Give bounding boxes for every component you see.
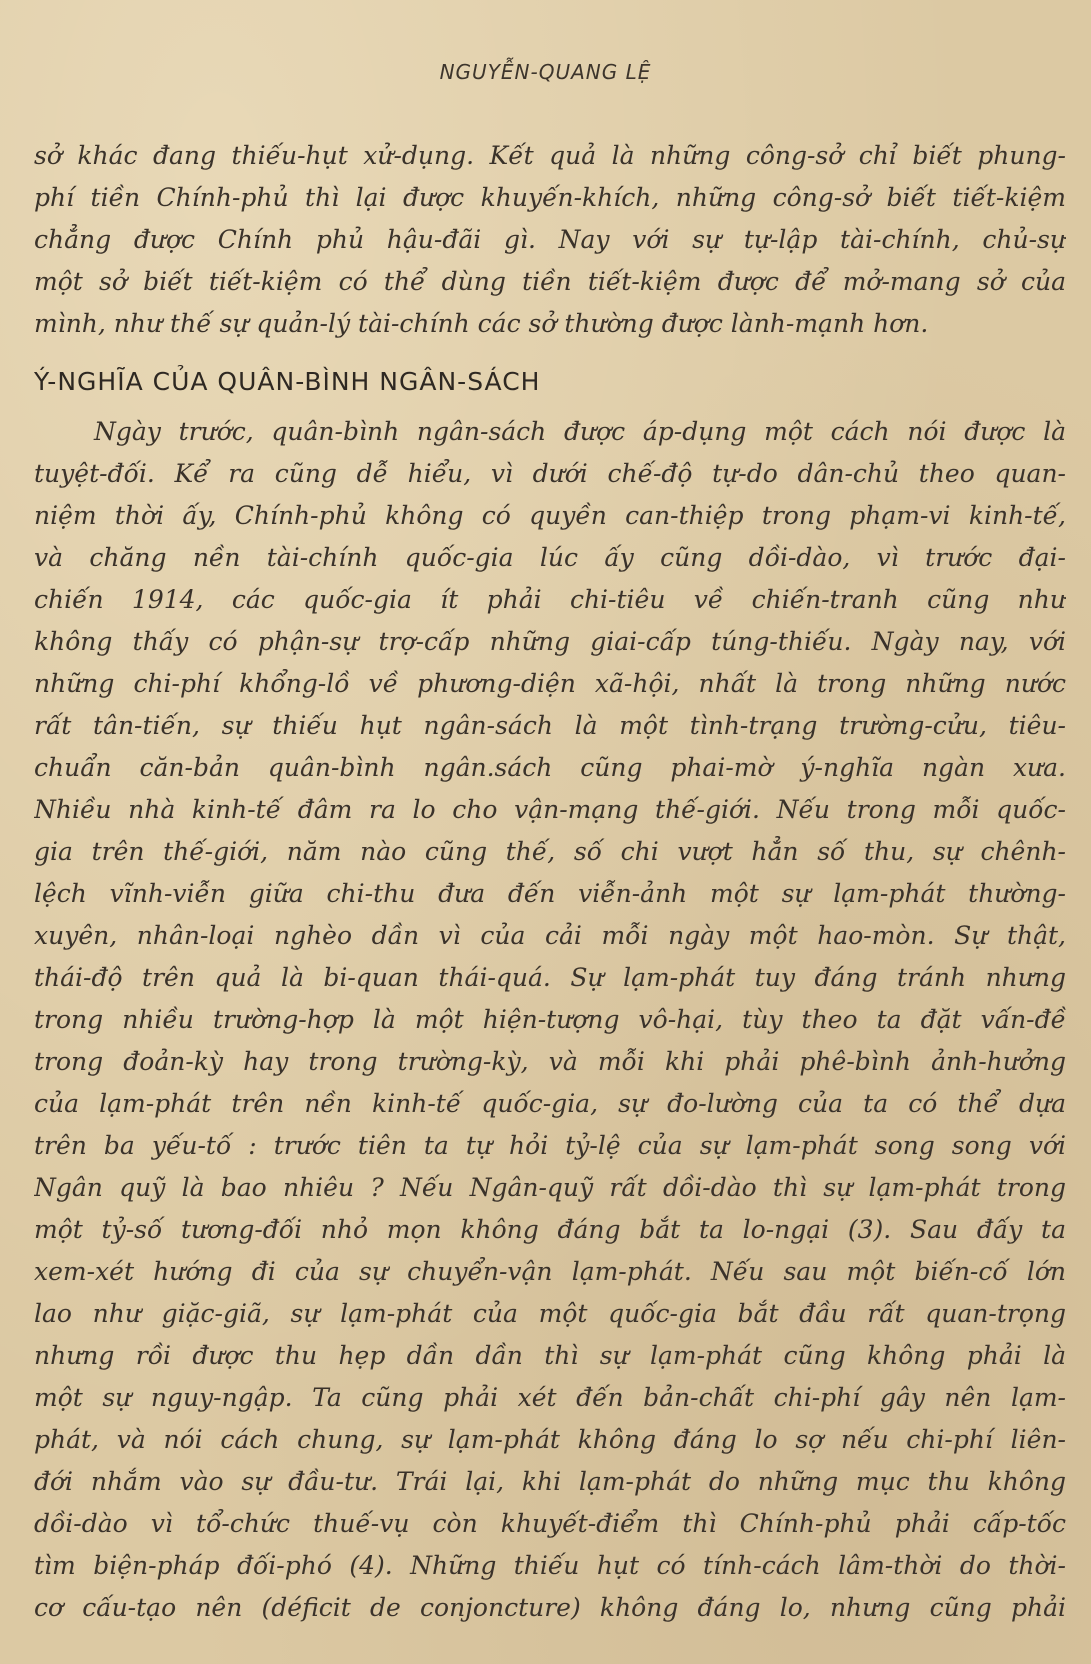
text-line: Ngân quỹ là bao nhiêu ? Nếu Ngân-quỹ rất dồi-dào thì sự lạm-phát trong (34, 1173, 1066, 1202)
text-line: trong đoản-kỳ hay trong trường-kỳ, và mỗi khi phải phê-bình ảnh-hưởng (34, 1047, 1066, 1076)
text-line: một tỷ-số tương-đối nhỏ mọn không đáng bắt ta lo-ngại (3). Sau đấy ta (34, 1215, 1066, 1244)
text-line: dồi-dào vì tổ-chức thuế-vụ còn khuyết-điểm thì Chính-phủ phải cấp-tốc (34, 1509, 1066, 1538)
paragraph-2 (34, 411, 1066, 1629)
text-line: thái-độ trên quả là bi-quan thái-quá. Sự lạm-phát tuy đáng tránh nhưng (34, 963, 1066, 992)
text-line: đới nhắm vào sự đầu-tư. Trái lại, khi lạm-phát do những mục thu không (34, 1467, 1066, 1496)
text-line: chuẩn căn-bản quân-bình ngân.sách cũng phai-mờ ý-nghĩa ngàn xưa. (34, 753, 1066, 782)
paragraph-1 (34, 135, 1066, 345)
text-line: trong nhiều trường-hợp là một hiện-tượng vô-hại, tùy theo ta đặt vấn-đề (34, 1005, 1066, 1034)
text-line: lao như giặc-giã, sự lạm-phát của một quốc-gia bắt đầu rất quan-trọng (34, 1299, 1066, 1328)
text-line: của lạm-phát trên nền kinh-tế quốc-gia, sự đo-lường của ta có thể dựa (34, 1089, 1066, 1118)
text-line: một sự nguy-ngập. Ta cũng phải xét đến bản-chất chi-phí gây nên lạm- (34, 1383, 1066, 1412)
text-line: niệm thời ấy, Chính-phủ không có quyền can-thiệp trong phạm-vi kinh-tế, (34, 501, 1066, 530)
text-line: nhưng rồi được thu hẹp dần dần thì sự lạm-phát cũng không phải là (34, 1341, 1066, 1370)
text-line: cơ cấu-tạo nên (déficit de conjoncture) không đáng lo, nhưng cũng phải (34, 1593, 1066, 1622)
text-line: không thấy có phận-sự trợ-cấp những giai-cấp túng-thiếu. Ngày nay, với (34, 627, 1066, 656)
text-line: tuyệt-đối. Kể ra cũng dễ hiểu, vì dưới chế-độ tự-do dân-chủ theo quan- (34, 459, 1066, 488)
text-line: chiến 1914, các quốc-gia ít phải chi-tiêu về chiến-tranh cũng như (34, 585, 1066, 614)
text-line: tìm biện-pháp đối-phó (4). Những thiếu hụt có tính-cách lâm-thời do thời- (34, 1551, 1066, 1580)
text-line: sở khác đang thiếu-hụt xử-dụng. Kết quả là những công-sở chỉ biết phung- (34, 141, 1066, 170)
text-line: chẳng được Chính phủ hậu-đãi gì. Nay với sự tự-lập tài-chính, chủ-sự (34, 225, 1066, 254)
text-line: rất tân-tiến, sự thiếu hụt ngân-sách là một tình-trạng trường-cửu, tiêu- (34, 711, 1066, 740)
running-header: NGUYỄN-QUANG LỆ (439, 60, 652, 84)
text-line: Ngày trước, quân-bình ngân-sách được áp-dụng một cách nói được là (94, 417, 1066, 446)
text-line: mình, như thế sự quản-lý tài-chính các sở thường được lành-mạnh hơn. (34, 309, 929, 338)
text-line: xem-xét hướng đi của sự chuyển-vận lạm-phát. Nếu sau một biến-cố lớn (34, 1257, 1066, 1286)
text-line: trên ba yếu-tố : trước tiên ta tự hỏi tỷ-lệ của sự lạm-phát song song với (34, 1131, 1066, 1160)
text-line: lệch vĩnh-viễn giữa chi-thu đưa đến viễn-ảnh một sự lạm-phát thường- (34, 879, 1066, 908)
section-heading: Ý-NGHĨA CỦA QUÂN-BÌNH NGÂN-SÁCH (34, 367, 541, 396)
text-line: và chăng nền tài-chính quốc-gia lúc ấy cũng dồi-dào, vì trước đại- (34, 543, 1066, 572)
text-line: phát, và nói cách chung, sự lạm-phát không đáng lo sợ nếu chi-phí liên- (34, 1425, 1066, 1454)
text-line: Nhiều nhà kinh-tế đâm ra lo cho vận-mạng thế-giới. Nếu trong mỗi quốc- (34, 795, 1066, 824)
text-line: gia trên thế-giới, năm nào cũng thế, số chi vượt hẳn số thu, sự chênh- (34, 837, 1066, 866)
text-line: một sở biết tiết-kiệm có thể dùng tiền tiết-kiệm được để mở-mang sở của (34, 267, 1066, 296)
text-line: xuyên, nhân-loại nghèo dần vì của cải mỗi ngày một hao-mòn. Sự thật, (34, 921, 1066, 950)
body-text (34, 135, 1066, 1629)
text-line: những chi-phí khổng-lồ về phương-diện xã-hội, nhất là trong những nước (34, 669, 1066, 698)
text-line: phí tiền Chính-phủ thì lại được khuyến-khích, những công-sở biết tiết-kiệm (34, 183, 1066, 212)
